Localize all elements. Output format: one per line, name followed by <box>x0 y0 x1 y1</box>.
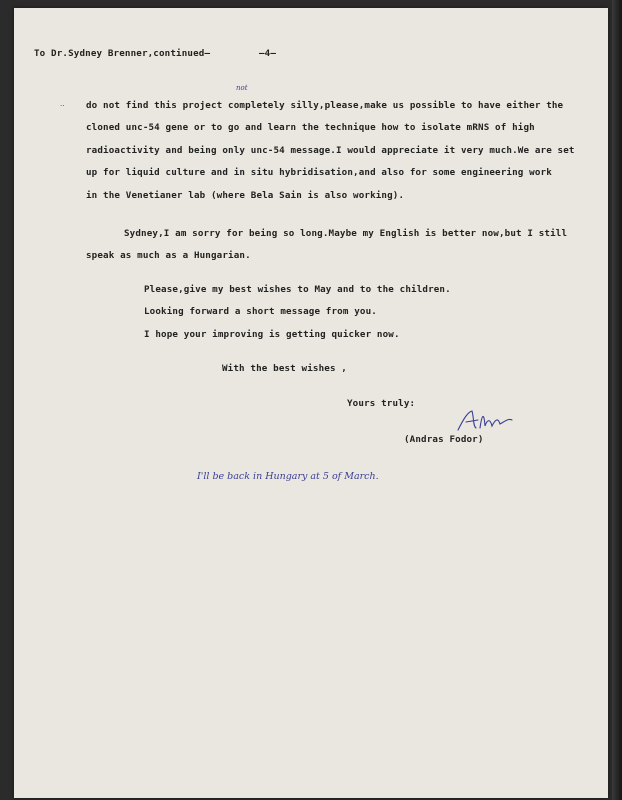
looking-forward-line: Looking forward a short message from you. <box>144 306 377 317</box>
letter-page <box>14 8 608 798</box>
paragraph2-line-2: speak as much as a Hungarian. <box>86 250 251 261</box>
handwritten-note: I'll be back in Hungary at 5 of March. <box>197 471 379 482</box>
page-edge <box>612 0 622 800</box>
paragraph1-line-2: cloned unc-54 gene or to go and learn the technique how to isolate mRNS of high <box>86 122 535 133</box>
wishes-line: Please,give my best wishes to May and to the children. <box>144 284 451 295</box>
handwritten-signature <box>454 408 524 434</box>
handwritten-insertion: not <box>236 84 248 92</box>
closing-line: With the best wishes , <box>222 363 347 374</box>
page-number: —4— <box>259 48 277 59</box>
signatory-name: (Andras Fodor) <box>404 434 484 445</box>
paragraph1-line-1: do not find this project completely silly,please,make us possible to have either the <box>86 100 564 111</box>
paragraph1-line-5: in the Venetianer lab (where Bela Sain is also working). <box>86 190 405 201</box>
letter-header: To Dr.Sydney Brenner,continued— <box>34 48 211 59</box>
paragraph2-line-1: Sydney,I am sorry for being so long.Maybe my English is better now,but I still <box>124 228 568 239</box>
paragraph1-line-3: radioactivity and being only unc-54 message.I would appreciate it very much.We are set <box>86 145 575 156</box>
margin-mark: .. <box>60 100 65 108</box>
yours-truly: Yours truly: <box>347 398 416 409</box>
paragraph1-line-4: up for liquid culture and in situ hybridisation,and also for some engineering work <box>86 167 552 178</box>
hope-line: I hope your improving is getting quicker now. <box>144 329 400 340</box>
